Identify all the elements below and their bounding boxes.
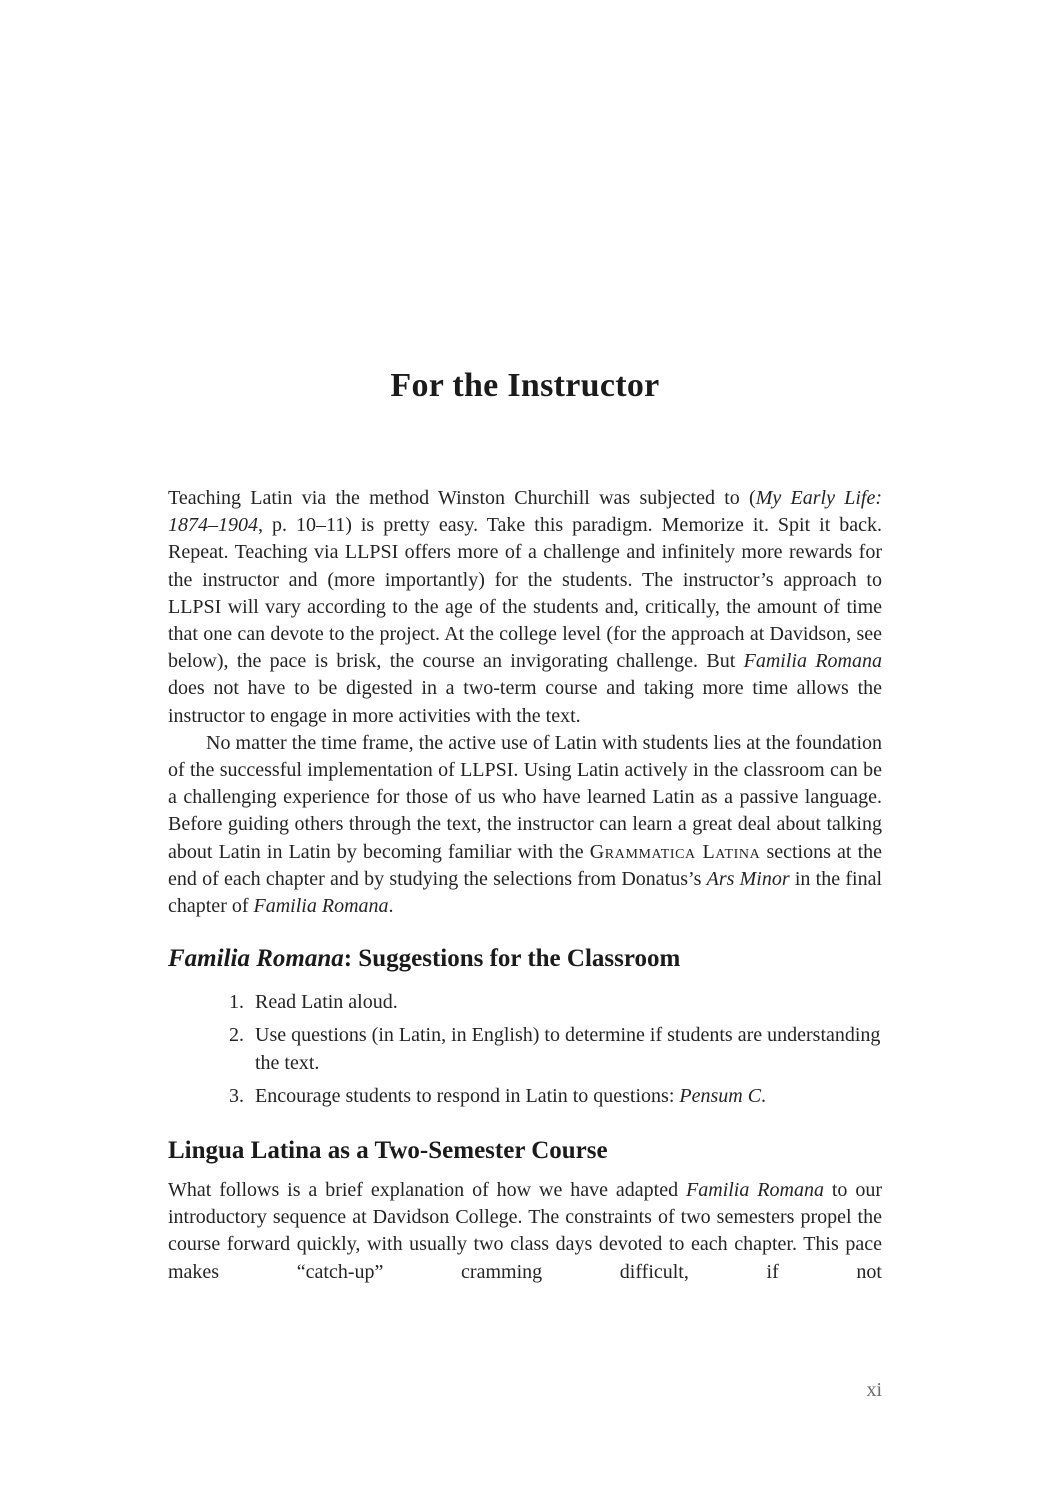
text-segment: , p. 10–11) is pretty easy. Take this paradigm. Memorize it. Spit it back. Repeat. Teaching via LLPSI offers more of a challenge and infinitely more rewards for the instructor and (more importantly) for the students. The instructor’s approach to LLPSI will vary according to the age of the students and, critically, the amount of time that one can devote to the project. At the college level (for the approach at Davidson, see below), the pace is brisk, the course an invigorating challenge. But xyxy=(168,514,882,673)
text-segment: in the final chapter of xyxy=(168,867,883,918)
text-segment: Familia Romana xyxy=(168,945,344,973)
text-segment: Read Latin aloud. xyxy=(255,991,398,1014)
text-segment: Grammatica Latina xyxy=(589,840,761,863)
text-segment: : Suggestions for the Classroom xyxy=(343,945,681,973)
list-item-number: 2. xyxy=(229,1024,244,1047)
text-segment: No matter the time frame, the active use of Latin with students lies at the foundation of the successful implementation of LLPSI. Using Latin actively in the classroom can be a challenging experience for those of us who have learned Latin as a passive language. Before guiding others through the text, the instructor can learn a great deal about talking about Latin in Latin by becoming familiar with the xyxy=(168,731,882,863)
text-segment: Familia Romana xyxy=(686,1179,824,1202)
text-segment: does not have to be digested in a two-term course and taking more time allows the instructor to engage in more activities with the text. xyxy=(168,677,882,727)
list-item-text xyxy=(255,989,882,1016)
text-segment: Familia Romana xyxy=(743,650,882,673)
text-segment: sections at the end of each chapter and by studying the selections from Donatus’s xyxy=(168,840,883,890)
chapter-title: For the Instructor xyxy=(390,367,660,404)
text-segment: Lingua Latina as a Two-Semester Course xyxy=(168,1137,608,1165)
text-segment: . xyxy=(761,1084,767,1107)
list-item-text xyxy=(255,1022,882,1076)
text-segment: . xyxy=(388,895,394,918)
list-item xyxy=(218,1083,882,1110)
text-segment: Encourage students to respond in Latin to questions: xyxy=(255,1084,680,1107)
section-heading-suggestions xyxy=(168,944,882,974)
paragraph-intro xyxy=(168,485,882,730)
list-item-text xyxy=(255,1083,882,1110)
list-item-number: 1. xyxy=(229,991,244,1014)
text-segment: Pensum C xyxy=(679,1084,762,1107)
text-segment: Ars Minor xyxy=(706,867,790,890)
page-number: xi xyxy=(866,1379,882,1401)
paragraph-two-semester xyxy=(168,1177,882,1286)
text-segment: My Early Life: 1874–1904 xyxy=(168,487,883,537)
text-segment: Teaching Latin via the method Winston Churchill was subjected to ( xyxy=(168,487,756,509)
text-segment: Use questions (in Latin, in English) to determine if students are understanding the text. xyxy=(255,1024,881,1074)
list-item xyxy=(218,1022,882,1076)
suggestions-list xyxy=(168,989,882,1110)
text-segment: Familia Romana xyxy=(253,895,389,918)
list-item xyxy=(218,989,882,1016)
list-item-number: 3. xyxy=(229,1084,244,1107)
text-segment: to our introductory sequence at Davidson College. The constraints of two semesters propel the course forward quickly, with usually two class days devoted to each chapter. This pace makes “catch-up” cramming difficult, if not xyxy=(168,1179,883,1283)
paragraph-active-latin xyxy=(168,730,882,920)
text-segment: What follows is a brief explanation of how we have adapted xyxy=(168,1179,687,1202)
section-heading-two-semester xyxy=(168,1136,882,1166)
text-block xyxy=(168,0,882,1286)
